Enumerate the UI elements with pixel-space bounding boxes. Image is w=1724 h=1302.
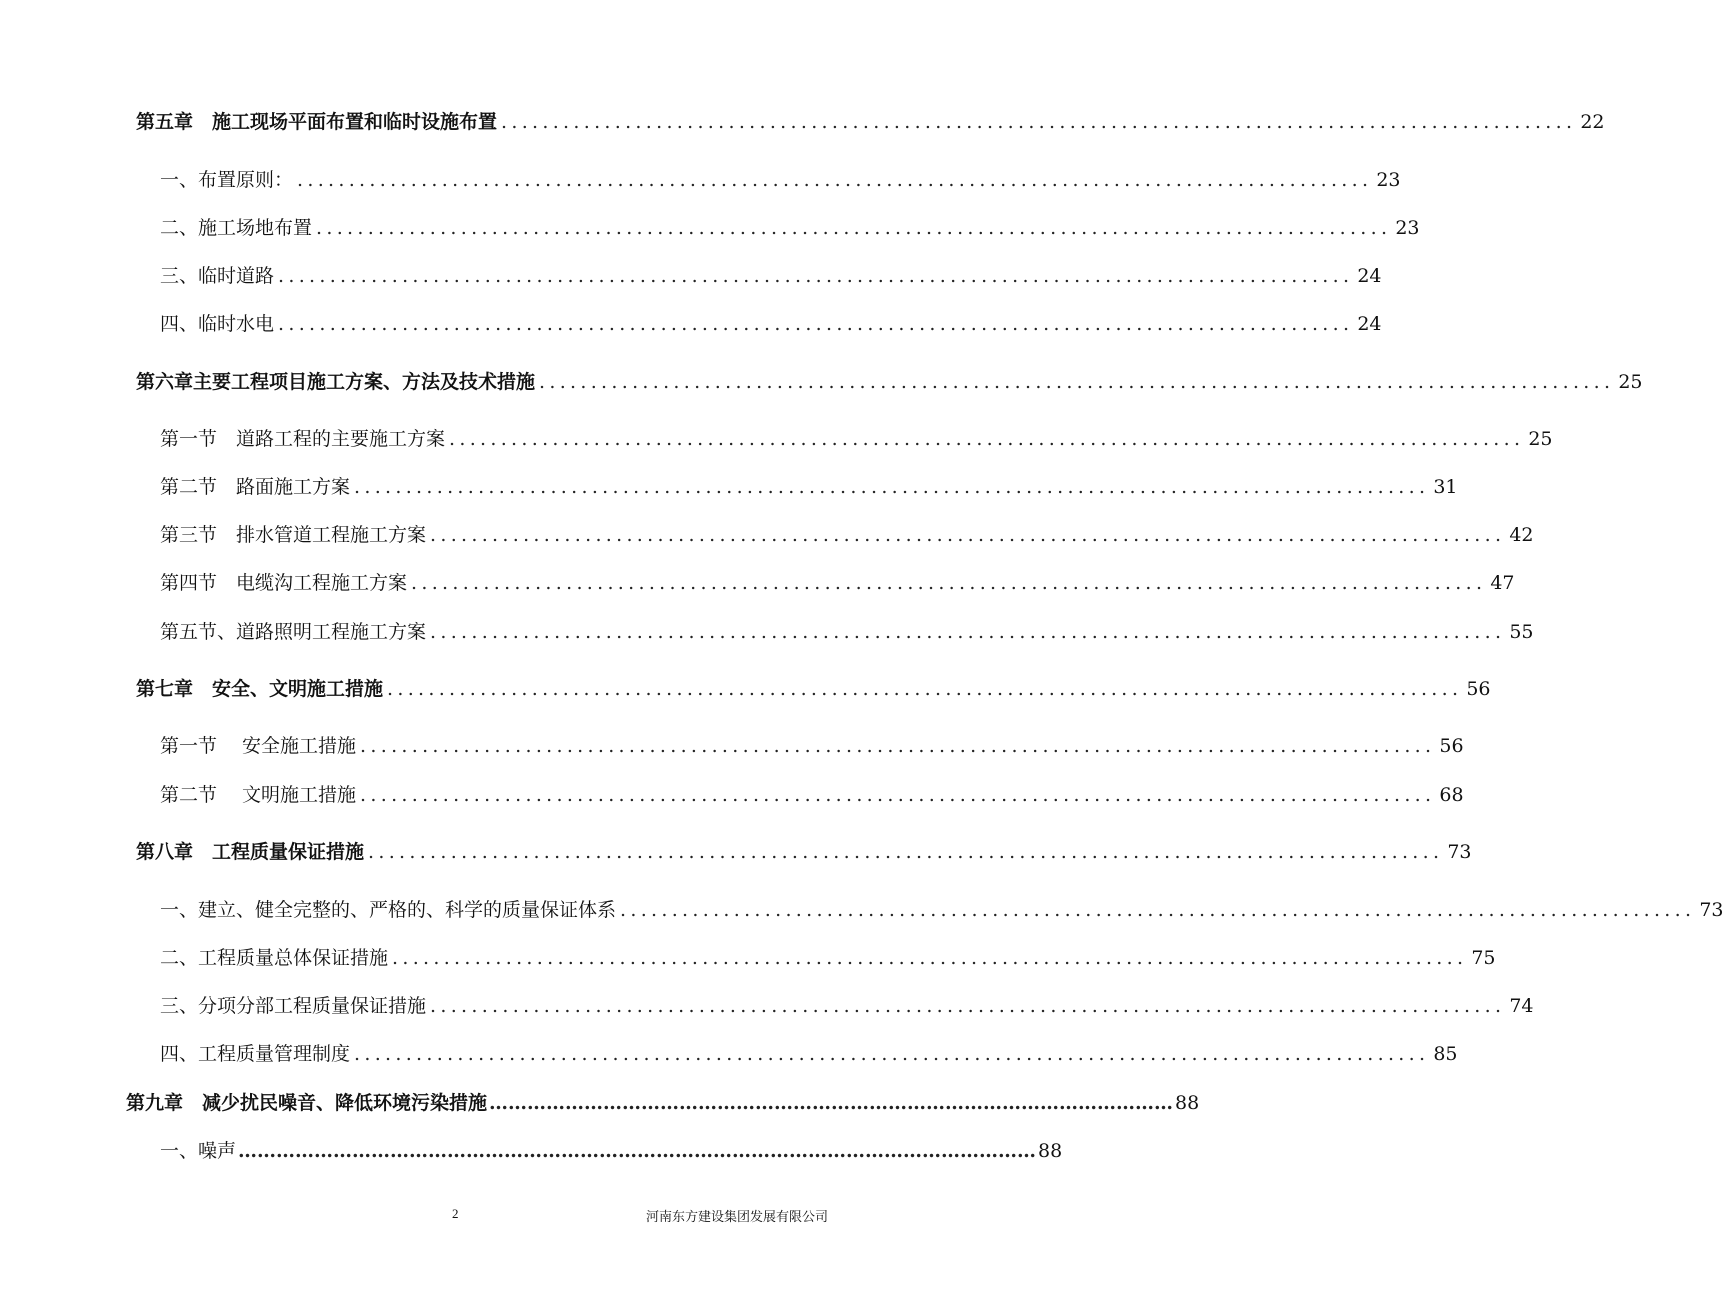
toc-entry-label: 第四节 电缆沟工程施工方案 (160, 572, 408, 594)
toc-entry-page: 88 (1175, 1092, 1200, 1114)
toc-entry-label: 三、临时道路 (160, 265, 275, 287)
dot-leader: ........................................................................................................ (430, 995, 1506, 1017)
toc-entry-section[interactable] (160, 473, 1458, 501)
footer-page-number: 2 (452, 1206, 459, 1221)
toc-entry-label: 第五章 施工现场平面布置和临时设施布置 (136, 111, 498, 133)
dot-leader: ........................................................................................................ (620, 899, 1696, 921)
dot-leader: ........................................................................................................ (387, 678, 1463, 700)
toc-entry-page: 75 (1471, 947, 1496, 969)
toc-entry-page: 47 (1490, 572, 1515, 594)
toc-entry-chapter-5[interactable] (136, 108, 1605, 136)
toc-entry-label: 第八章 工程质量保证措施 (136, 841, 365, 863)
toc-entry-section[interactable] (160, 944, 1496, 972)
toc-entry-page: 23 (1376, 169, 1401, 191)
toc-entry-section[interactable] (160, 618, 1534, 646)
toc-entry-chapter-6[interactable] (136, 368, 1643, 396)
toc-entry-section[interactable] (160, 781, 1464, 809)
toc-entry-page: 31 (1433, 476, 1458, 498)
dot-leader: ........................................................................................................ (278, 313, 1354, 335)
toc-entry-section[interactable] (160, 521, 1534, 549)
toc-entry-section[interactable] (160, 1137, 1063, 1165)
toc-entry-page: 88 (1038, 1140, 1063, 1162)
toc-entry-page: 24 (1357, 313, 1382, 335)
toc-entry-label: 第七章 安全、文明施工措施 (136, 678, 384, 700)
dot-leader: ........................................................................................................ (430, 524, 1506, 546)
toc-entry-section[interactable] (160, 166, 1401, 194)
toc-entry-page: 73 (1447, 841, 1472, 863)
toc-entry-label: 第二节 文明施工措施 (160, 784, 357, 806)
toc-entry-label: 一、建立、健全完整的、严格的、科学的质量保证体系 (160, 899, 617, 921)
dot-leader: ........................................................................................................ (297, 169, 1373, 191)
dot-leader: ........................................................................................................ (392, 947, 1468, 969)
toc-entry-label: 第二节 路面施工方案 (160, 476, 351, 498)
toc-entry-label: 四、工程质量管理制度 (160, 1043, 351, 1065)
dot-leader: ........................................................................................................ (411, 572, 1487, 594)
toc-entry-label: 第一节 安全施工措施 (160, 735, 357, 757)
toc-entry-label: 第一节 道路工程的主要施工方案 (160, 428, 446, 450)
toc-entry-page: 25 (1618, 371, 1643, 393)
toc-entry-label: 二、工程质量总体保证措施 (160, 947, 389, 969)
toc-entry-page: 74 (1509, 995, 1534, 1017)
toc-entry-label: 三、分项分部工程质量保证措施 (160, 995, 427, 1017)
toc-entry-chapter-9[interactable] (126, 1089, 1200, 1117)
toc-entry-section[interactable] (160, 1040, 1458, 1068)
dot-leader: ........................................................................................................ (368, 841, 1444, 863)
toc-entry-page: 56 (1439, 735, 1464, 757)
toc-entry-page: 22 (1580, 111, 1605, 133)
dot-leader: ........................................................................................................ (316, 217, 1392, 239)
toc-entry-section[interactable] (160, 214, 1420, 242)
toc-entry-chapter-7[interactable] (136, 675, 1491, 703)
dot-leader: ……………………………………………………………………………………………………………… (238, 1140, 1037, 1162)
dot-leader: ........................................................................................................ (501, 111, 1577, 133)
toc-entry-label: 第九章 减少扰民噪音、降低环境污染措施 (126, 1092, 488, 1114)
toc-entry-label: 第五节、道路照明工程施工方案 (160, 621, 427, 643)
toc-entry-section[interactable] (160, 262, 1382, 290)
toc-entry-label: 二、施工场地布置 (160, 217, 313, 239)
dot-leader: ........................................................................................................ (539, 371, 1615, 393)
dot-leader: ........................................................................................................ (278, 265, 1354, 287)
toc-entry-page: 56 (1466, 678, 1491, 700)
toc-entry-label: 第三节 排水管道工程施工方案 (160, 524, 427, 546)
toc-entry-page: 24 (1357, 265, 1382, 287)
toc-entry-section[interactable] (160, 896, 1724, 924)
dot-leader: ……………………………………………………………………………………………… (489, 1092, 1174, 1114)
toc-entry-page: 23 (1395, 217, 1420, 239)
dot-leader: ........................................................................................................ (354, 476, 1430, 498)
toc-entry-page: 25 (1528, 428, 1553, 450)
toc-entry-label: 一、噪声 (160, 1140, 237, 1162)
toc-entry-chapter-8[interactable] (136, 838, 1472, 866)
footer-company-name: 河南东方建设集团发展有限公司 (645, 1209, 828, 1224)
toc-entry-page: 55 (1509, 621, 1534, 643)
toc-entry-page: 85 (1433, 1043, 1458, 1065)
toc-entry-page: 73 (1699, 899, 1724, 921)
toc-entry-section[interactable] (160, 732, 1464, 760)
dot-leader: ........................................................................................................ (360, 784, 1436, 806)
dot-leader: ........................................................................................................ (354, 1043, 1430, 1065)
toc-entry-section[interactable] (160, 569, 1515, 597)
toc-entry-section[interactable] (160, 310, 1382, 338)
dot-leader: ........................................................................................................ (430, 621, 1506, 643)
toc-entry-page: 42 (1509, 524, 1534, 546)
toc-entry-label: 一、布置原则： (160, 169, 294, 191)
toc-entry-page: 68 (1439, 784, 1464, 806)
toc-entry-section[interactable] (160, 992, 1534, 1020)
toc-entry-label: 四、临时水电 (160, 313, 275, 335)
toc-entry-label: 第六章主要工程项目施工方案、方法及技术措施 (136, 371, 536, 393)
toc-entry-section[interactable] (160, 425, 1553, 453)
dot-leader: ........................................................................................................ (449, 428, 1525, 450)
dot-leader: ........................................................................................................ (360, 735, 1436, 757)
